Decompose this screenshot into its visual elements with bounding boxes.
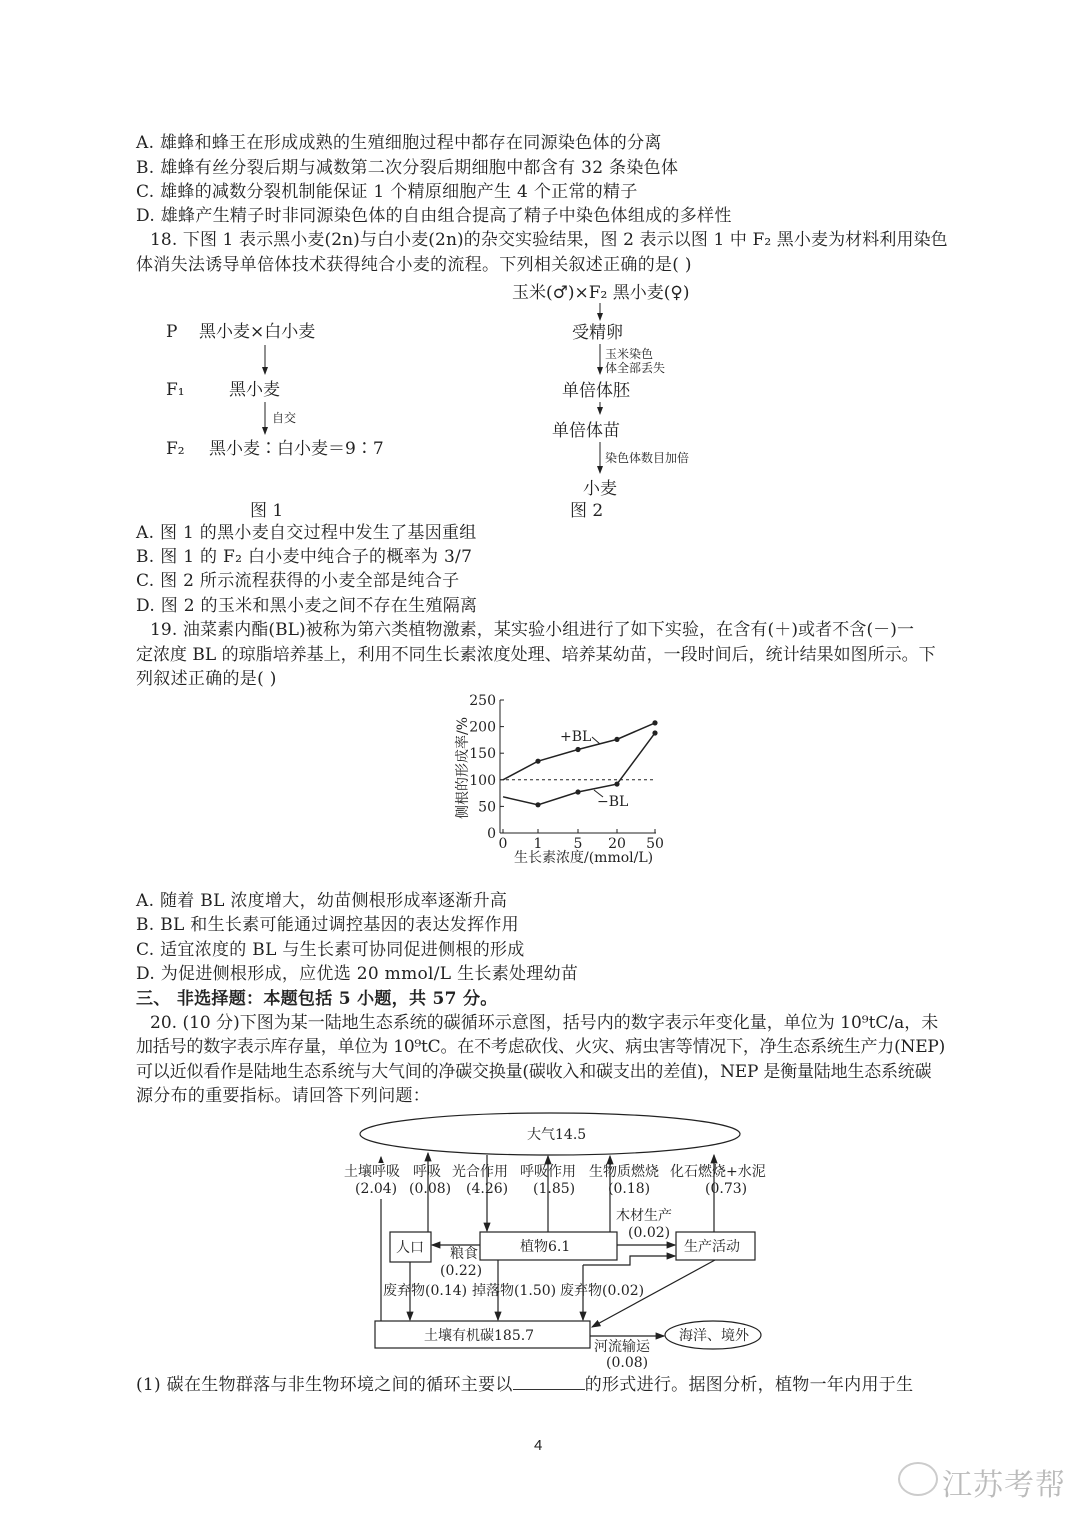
fig1-selfing: 自交 — [272, 411, 297, 425]
q20-stem: 20. (10 分)下图为某一陆地生态系统的碳循环示意图，括号内的数字表示年变化量，单位为 10⁹tC/a，未 — [150, 1013, 939, 1033]
fig1-p-cross: 黑小麦×白小麦 — [199, 322, 316, 342]
timber-label: 木材生产 — [616, 1208, 672, 1224]
q19-stem: 19. 油菜素内酯(BL)被称为第六类植物激素，某实验小组进行了如下实验，在含有(＋)或者不含(－)一 — [150, 620, 915, 640]
photo-value: (4.26) — [466, 1181, 509, 1197]
fig2-step1b: 体全部丢失 — [605, 361, 666, 375]
plants-label: 植物6.1 — [520, 1239, 571, 1255]
fig1-p-label: P — [166, 322, 178, 342]
q20-stem-4: 源分布的重要指标。请回答下列问题： — [136, 1086, 431, 1106]
x-axis-label: 生长素浓度/(mmol/L) — [514, 850, 654, 866]
q19-option-b: B. BL 和生长素可能通过调控基因的表达发挥作用 — [136, 915, 519, 935]
fig2-caption: 图 2 — [570, 501, 604, 521]
x-tick-label: 5 — [573, 836, 583, 852]
photo-label: 光合作用 — [452, 1164, 508, 1180]
fig1-f2-label: F₂ — [166, 439, 185, 459]
fossil-value: (0.73) — [705, 1181, 748, 1197]
resp-label: 呼吸 — [413, 1164, 441, 1180]
atmosphere-label: 大气14.5 — [527, 1127, 587, 1143]
q20-stem-3: 可以近似看作是陆地生态系统与大气间的净碳交换量(碳收入和碳支出的差值)，NEP 是衡量陆地生态系统碳 — [136, 1062, 932, 1082]
q19-option-c: C. 适宜浓度的 BL 与生长素可协同促进侧根的形成 — [136, 940, 525, 960]
legend-plus-bl: +BL — [560, 729, 592, 745]
fig2-cross: 玉米(♂)×F₂ 黑小麦(♀) — [512, 283, 690, 303]
timber-value: (0.02) — [628, 1225, 671, 1241]
y-tick-label: 200 — [469, 719, 496, 736]
x-tick-label: 20 — [608, 836, 626, 852]
section-3-heading: 三、 非选择题：本题包括 5 小题，共 57 分。 — [136, 989, 498, 1009]
fig1-f1-label: F₁ — [166, 380, 185, 400]
soil-resp-label: 土壤呼吸 — [344, 1164, 400, 1180]
x-tick-label: 0 — [498, 836, 508, 852]
x-tick-label: 1 — [533, 836, 543, 852]
plant-resp-value: (1.85) — [533, 1181, 576, 1197]
river-label: 河流输运 — [594, 1339, 650, 1355]
watermark: 江苏考帮 — [942, 1468, 1066, 1503]
q17-option-d: D. 雄蜂产生精子时非同源染色体的自由组合提高了精子中染色体组成的多样性 — [136, 206, 732, 226]
wechat-icon — [898, 1462, 938, 1496]
page-number: 4 — [534, 1437, 543, 1454]
q17-option-c: C. 雄蜂的减数分裂机制能保证 1 个精原细胞产生 4 个正常的精子 — [136, 182, 638, 202]
soil-carbon-label: 土壤有机碳185.7 — [424, 1328, 535, 1344]
biomass-value: (0.18) — [608, 1181, 651, 1197]
y-tick-label: 50 — [478, 799, 496, 816]
fig2-step3: 染色体数目加倍 — [605, 451, 690, 465]
q20-stem-2: 加括号的数字表示库存量，单位为 10⁹tC。在不考虑砍伐、火灾、病虫害等情况下，净生态系统生产力(NEP) — [136, 1037, 946, 1057]
y-tick-label: 100 — [469, 772, 496, 789]
q20-sub1 — [136, 1373, 913, 1396]
q19-stem-3: 列叙述正确的是( ) — [136, 669, 277, 689]
q19-option-d: D. 为促进侧根形成，应优选 20 mmol/L 生长素处理幼苗 — [136, 964, 579, 984]
grain-value: (0.22) — [440, 1263, 483, 1279]
fig2-embryo: 单倍体胚 — [562, 381, 630, 401]
q18-option-a: A. 图 1 的黑小麦自交过程中发生了基因重组 — [136, 523, 477, 543]
soil-resp-value: (2.04) — [355, 1181, 398, 1197]
fig1-caption: 图 1 — [250, 501, 284, 521]
ocean-label: 海洋、境外 — [679, 1328, 749, 1344]
waste1-label: 废弃物(0.14) — [383, 1283, 468, 1299]
fig2-zygote: 受精卵 — [572, 323, 623, 343]
litter-label: 掉落物(1.50) — [472, 1283, 557, 1299]
q17-option-a: A. 雄蜂和蜂王在形成成熟的生殖细胞过程中都存在同源染色体的分离 — [136, 133, 662, 153]
q18-option-c: C. 图 2 所示流程获得的小麦全部是纯合子 — [136, 571, 460, 591]
q18-option-b: B. 图 1 的 F₂ 白小麦中纯合子的概率为 3/7 — [136, 547, 473, 567]
waste2-label: 废弃物(0.02) — [560, 1283, 645, 1299]
legend-minus-bl: −BL — [597, 794, 629, 810]
y-tick-label: 150 — [469, 746, 496, 763]
production-label: 生产活动 — [684, 1239, 740, 1255]
q19-stem-2: 定浓度 BL 的琼脂培养基上，利用不同生长素浓度处理、培养某幼苗，一段时间后，统计结果如图所示。下 — [136, 645, 936, 665]
fig2-wheat: 小麦 — [583, 479, 617, 499]
biomass-label: 生物质燃烧 — [589, 1164, 659, 1180]
x-tick-label: 50 — [646, 836, 664, 852]
q17-option-b: B. 雄蜂有丝分裂后期与减数第二次分裂后期细胞中都含有 32 条染色体 — [136, 158, 679, 178]
q18-stem: 18. 下图 1 表示黑小麦(2n)与白小麦(2n)的杂交实验结果，图 2 表示以图 1 中 F₂ 黑小麦为材料利用染色 — [150, 230, 948, 250]
y-tick-label: 250 — [469, 693, 496, 709]
population-label: 人口 — [396, 1240, 424, 1256]
river-value: (0.08) — [606, 1355, 649, 1371]
fossil-label: 化石燃烧+水泥 — [670, 1164, 766, 1180]
q20-sub1-text-b: 的形式进行。据图分析，植物一年内用于生 — [584, 1375, 914, 1395]
fig1-f2: 黑小麦∶白小麦＝9∶7 — [209, 439, 384, 459]
grain-label: 粮食 — [450, 1246, 478, 1262]
q20-sub1-text-a: (1) 碳在生物群落与非生物环境之间的循环主要以 — [136, 1375, 513, 1395]
resp-value: (0.08) — [409, 1181, 452, 1197]
y-axis-label: 侧根的形成率/% — [455, 716, 471, 820]
q18-option-d: D. 图 2 的玉米和黑小麦之间不存在生殖隔离 — [136, 596, 478, 616]
q19-option-a: A. 随着 BL 浓度增大，幼苗侧根形成率逐渐升高 — [136, 891, 508, 911]
fig1-f1: 黑小麦 — [229, 380, 280, 400]
q18-stem-2: 体消失法诱导单倍体技术获得纯合小麦的流程。下列相关叙述正确的是( ) — [136, 255, 692, 275]
y-tick-label: 0 — [487, 826, 496, 842]
answer-blank[interactable] — [513, 1373, 585, 1390]
plant-resp-label: 呼吸作用 — [520, 1164, 576, 1180]
fig2-step1a: 玉米染色 — [605, 347, 654, 361]
fig2-seedling: 单倍体苗 — [552, 421, 620, 441]
